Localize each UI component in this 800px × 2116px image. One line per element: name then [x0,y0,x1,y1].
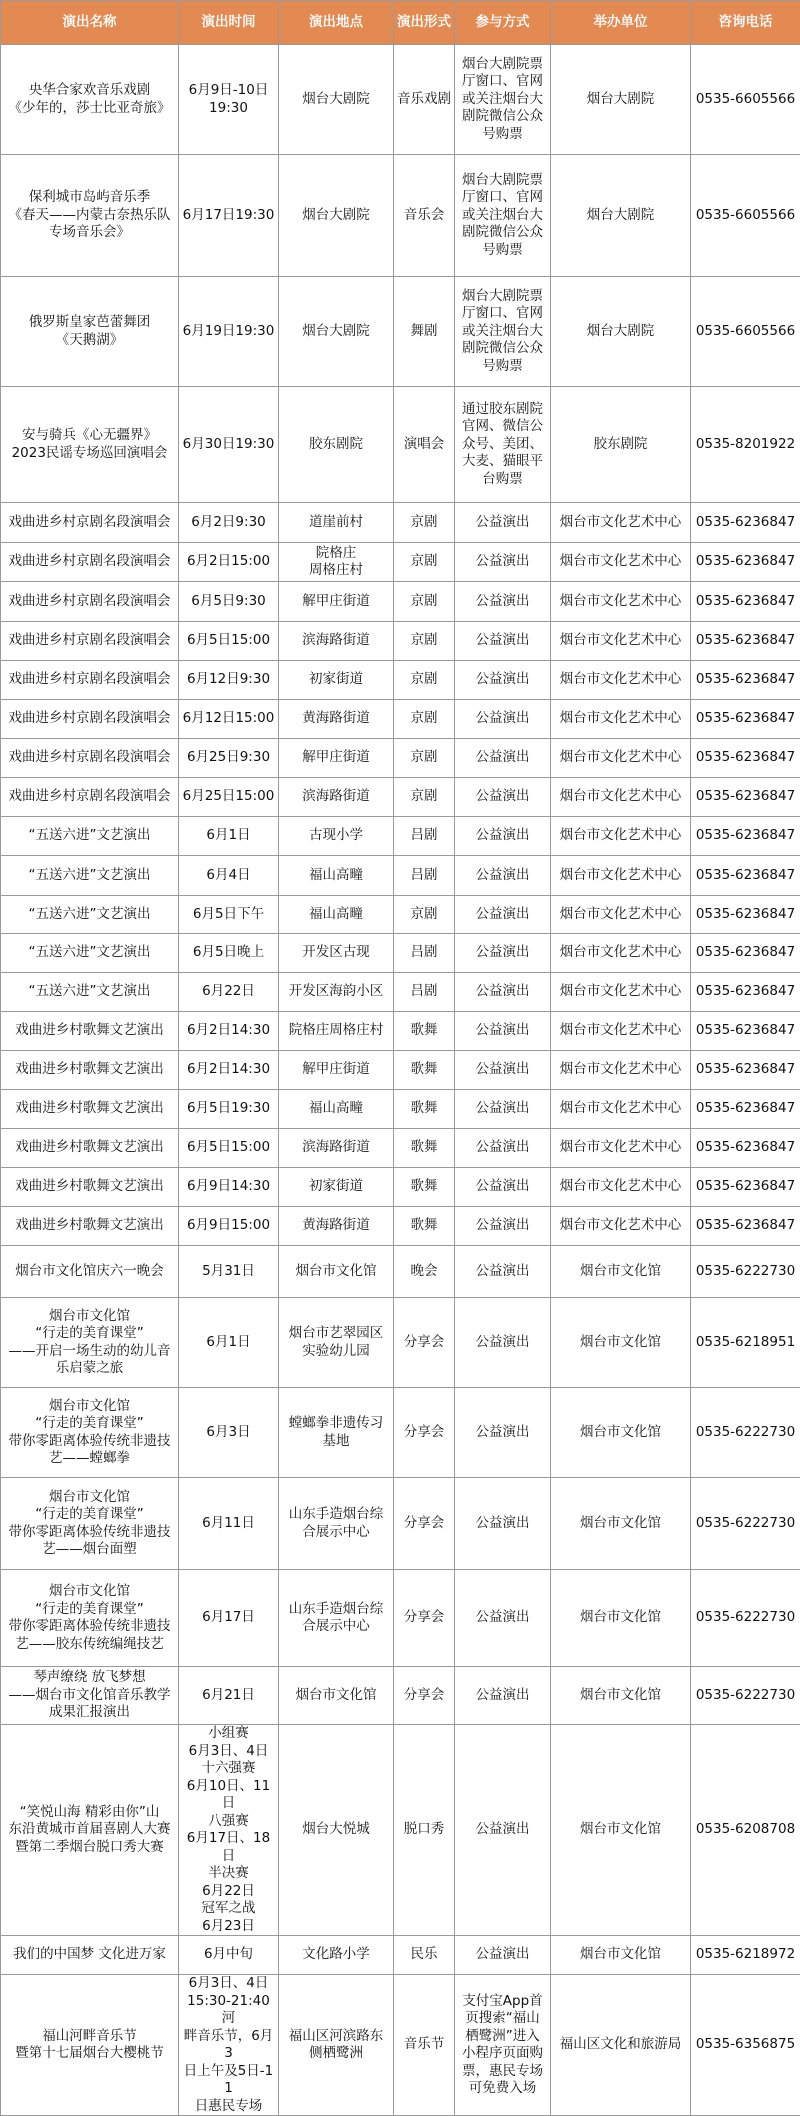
table-row [1,1936,800,1975]
event-phone-cell: 0535-6236847 [691,543,800,582]
event-phone-cell: 0535-6218972 [691,1936,800,1975]
event-place-cell: 烟台市艺翠园区 实验幼儿园 [279,1298,394,1388]
event-phone-cell: 0535-6222730 [691,1478,800,1570]
event-time-cell: 6月9日-10日 19:30 [179,45,279,155]
table-row [1,1168,800,1207]
table-row [1,1051,800,1090]
event-phone-cell: 0535-6236847 [691,739,800,778]
event-phone-cell: 0535-6236847 [691,934,800,973]
event-time-cell: 6月5日晚上 [179,934,279,973]
table-row [1,503,800,543]
event-way-cell: 公益演出 [455,1129,551,1168]
event-org-cell: 烟台市文化艺术中心 [551,1051,691,1090]
event-time-cell: 6月3日、4日 15:30-21:40河 畔音乐节，6月3 日上午及5日-11 日惠民专场 [179,1975,279,2116]
event-way-cell: 公益演出 [455,817,551,856]
event-place-cell: 黄海路街道 [279,1207,394,1246]
event-org-cell: 烟台市文化艺术中心 [551,582,691,622]
event-place-cell: 解甲庄街道 [279,1051,394,1090]
event-form-cell: 歌舞 [394,1051,455,1090]
event-name-cell: 戏曲进乡村京剧名段演唱会 [1,661,179,700]
event-name-cell: “笑悦山海 精彩由你”山 东沿黄城市首届喜剧人大赛 暨第二季烟台脱口秀大赛 [1,1725,179,1936]
event-time-cell: 6月2日15:00 [179,543,279,582]
event-org-cell: 烟台市文化艺术中心 [551,503,691,543]
event-way-cell: 公益演出 [455,1207,551,1246]
event-form-cell: 分享会 [394,1570,455,1667]
event-way-cell: 公益演出 [455,1667,551,1725]
event-phone-cell: 0535-6236847 [691,1090,800,1129]
event-org-cell: 烟台市文化艺术中心 [551,934,691,973]
event-way-cell: 公益演出 [455,503,551,543]
table-row [1,817,800,856]
header-place: 演出地点 [279,1,394,45]
event-place-cell: 山东手造烟台综 合展示中心 [279,1478,394,1570]
event-org-cell: 烟台市文化馆 [551,1246,691,1298]
event-place-cell: 滨海路街道 [279,622,394,661]
event-org-cell: 烟台市文化艺术中心 [551,543,691,582]
event-name-cell: “五送六进”文艺演出 [1,934,179,973]
event-org-cell: 烟台市文化艺术中心 [551,622,691,661]
event-way-cell: 公益演出 [455,661,551,700]
event-way-cell: 公益演出 [455,1246,551,1298]
event-place-cell: 烟台市文化馆 [279,1667,394,1725]
event-name-cell: 戏曲进乡村京剧名段演唱会 [1,700,179,739]
event-form-cell: 京剧 [394,778,455,817]
event-name-cell: 戏曲进乡村歌舞文艺演出 [1,1090,179,1129]
event-org-cell: 烟台市文化艺术中心 [551,1090,691,1129]
event-name-cell: 我们的中国梦 文化进万家 [1,1936,179,1975]
event-name-cell: 戏曲进乡村歌舞文艺演出 [1,1012,179,1051]
header-org: 举办单位 [551,1,691,45]
event-time-cell: 6月9日15:00 [179,1207,279,1246]
event-name-cell: 烟台市文化馆庆六一晚会 [1,1246,179,1298]
event-name-cell: 戏曲进乡村京剧名段演唱会 [1,622,179,661]
event-form-cell: 京剧 [394,503,455,543]
event-time-cell: 6月21日 [179,1667,279,1725]
event-phone-cell: 0535-6605566 [691,45,800,155]
table-row [1,582,800,622]
event-way-cell: 公益演出 [455,582,551,622]
event-org-cell: 烟台市文化馆 [551,1725,691,1936]
header-time: 演出时间 [179,1,279,45]
event-phone-cell: 0535-6236847 [691,1129,800,1168]
event-phone-cell: 0535-6236847 [691,1012,800,1051]
event-org-cell: 烟台大剧院 [551,277,691,387]
event-phone-cell: 0535-6236847 [691,896,800,934]
event-form-cell: 脱口秀 [394,1725,455,1936]
event-place-cell: 文化路小学 [279,1936,394,1975]
event-way-cell: 公益演出 [455,1298,551,1388]
table-row [1,856,800,896]
event-phone-cell: 0535-6236847 [691,1168,800,1207]
table-row [1,1207,800,1246]
event-place-cell: 滨海路街道 [279,778,394,817]
table-row [1,661,800,700]
event-way-cell: 公益演出 [455,934,551,973]
event-name-cell: 烟台市文化馆 “行走的美育课堂” ——开启一场生动的幼儿音 乐启蒙之旅 [1,1298,179,1388]
event-form-cell: 京剧 [394,582,455,622]
event-time-cell: 6月2日9:30 [179,503,279,543]
event-form-cell: 吕剧 [394,973,455,1012]
event-place-cell: 开发区海韵小区 [279,973,394,1012]
table-row [1,1975,800,2116]
event-place-cell: 初家街道 [279,1168,394,1207]
event-org-cell: 烟台市文化馆 [551,1667,691,1725]
event-name-cell: 戏曲进乡村歌舞文艺演出 [1,1168,179,1207]
event-name-cell: 戏曲进乡村歌舞文艺演出 [1,1129,179,1168]
event-way-cell: 公益演出 [455,1478,551,1570]
event-time-cell: 6月9日14:30 [179,1168,279,1207]
event-time-cell: 6月22日 [179,973,279,1012]
event-place-cell: 解甲庄街道 [279,582,394,622]
event-time-cell: 6月2日14:30 [179,1012,279,1051]
event-time-cell: 6月2日14:30 [179,1051,279,1090]
event-phone-cell: 0535-6605566 [691,277,800,387]
event-time-cell: 6月1日 [179,1298,279,1388]
table-row [1,277,800,387]
event-name-cell: “五送六进”文艺演出 [1,817,179,856]
event-time-cell: 6月25日15:00 [179,778,279,817]
event-org-cell: 烟台市文化艺术中心 [551,1207,691,1246]
event-org-cell: 烟台市文化馆 [551,1936,691,1975]
event-time-cell: 6月3日 [179,1388,279,1478]
event-org-cell: 烟台市文化馆 [551,1298,691,1388]
event-form-cell: 民乐 [394,1936,455,1975]
event-place-cell: 福山高疃 [279,856,394,896]
event-org-cell: 烟台市文化艺术中心 [551,896,691,934]
event-name-cell: 戏曲进乡村京剧名段演唱会 [1,543,179,582]
event-name-cell: 烟台市文化馆 “行走的美育课堂” 带你零距离体验传统非遗技 艺——烟台面塑 [1,1478,179,1570]
event-phone-cell: 0535-6236847 [691,1051,800,1090]
event-phone-cell: 0535-6222730 [691,1570,800,1667]
event-org-cell: 烟台市文化艺术中心 [551,856,691,896]
event-way-cell: 通过胶东剧院 官网、微信公 众号、美团、 大麦、猫眼平 台购票 [455,387,551,503]
event-place-cell: 烟台市文化馆 [279,1246,394,1298]
event-way-cell: 公益演出 [455,1570,551,1667]
event-name-cell: 烟台市文化馆 “行走的美育课堂” 带你零距离体验传统非遗技 艺——胶东传统编绳技艺 [1,1570,179,1667]
event-form-cell: 吕剧 [394,817,455,856]
event-form-cell: 京剧 [394,700,455,739]
event-time-cell: 6月5日15:00 [179,1129,279,1168]
event-form-cell: 京剧 [394,739,455,778]
event-org-cell: 烟台市文化艺术中心 [551,700,691,739]
event-time-cell: 6月5日19:30 [179,1090,279,1129]
event-form-cell: 音乐戏剧 [394,45,455,155]
table-row [1,155,800,277]
event-org-cell: 烟台市文化馆 [551,1570,691,1667]
event-way-cell: 公益演出 [455,973,551,1012]
event-place-cell: 古现小学 [279,817,394,856]
event-time-cell: 6月5日9:30 [179,582,279,622]
event-form-cell: 分享会 [394,1388,455,1478]
event-time-cell: 6月5日15:00 [179,622,279,661]
event-form-cell: 音乐节 [394,1975,455,2116]
event-org-cell: 烟台大剧院 [551,45,691,155]
event-phone-cell: 0535-6356875 [691,1975,800,2116]
event-org-cell: 烟台市文化馆 [551,1478,691,1570]
event-org-cell: 胶东剧院 [551,387,691,503]
table-row [1,1090,800,1129]
event-form-cell: 京剧 [394,622,455,661]
event-place-cell: 烟台大剧院 [279,277,394,387]
event-form-cell: 歌舞 [394,1168,455,1207]
event-phone-cell: 0535-6236847 [691,778,800,817]
header-form: 演出形式 [394,1,455,45]
event-form-cell: 歌舞 [394,1129,455,1168]
event-name-cell: 保利城市岛屿音乐季 《春天——内蒙古奈热乐队 专场音乐会》 [1,155,179,277]
header-phone: 咨询电话 [691,1,800,45]
event-place-cell: 烟台大剧院 [279,155,394,277]
event-phone-cell: 0535-8201922 [691,387,800,503]
event-way-cell: 公益演出 [455,856,551,896]
event-phone-cell: 0535-6222730 [691,1667,800,1725]
event-form-cell: 吕剧 [394,856,455,896]
event-way-cell: 公益演出 [455,1388,551,1478]
event-place-cell: 福山区河滨路东 侧栖鹭洲 [279,1975,394,2116]
table-row [1,1129,800,1168]
event-org-cell: 烟台市文化艺术中心 [551,1129,691,1168]
header-way: 参与方式 [455,1,551,45]
event-place-cell: 初家街道 [279,661,394,700]
event-time-cell: 6月中旬 [179,1936,279,1975]
event-phone-cell: 0535-6236847 [691,1207,800,1246]
event-way-cell: 烟台大剧院票 厅窗口、官网 或关注烟台大 剧院微信公众 号购票 [455,45,551,155]
event-time-cell: 6月5日下午 [179,896,279,934]
event-org-cell: 烟台市文化艺术中心 [551,973,691,1012]
event-way-cell: 公益演出 [455,778,551,817]
event-name-cell: 戏曲进乡村京剧名段演唱会 [1,778,179,817]
event-phone-cell: 0535-6605566 [691,155,800,277]
event-org-cell: 烟台市文化艺术中心 [551,1012,691,1051]
event-way-cell: 公益演出 [455,543,551,582]
event-time-cell: 6月12日15:00 [179,700,279,739]
event-phone-cell: 0535-6222730 [691,1246,800,1298]
event-place-cell: 山东手造烟台综 合展示中心 [279,1570,394,1667]
event-name-cell: “五送六进”文艺演出 [1,896,179,934]
event-phone-cell: 0535-6222730 [691,1388,800,1478]
event-org-cell: 烟台市文化艺术中心 [551,1168,691,1207]
event-name-cell: 福山河畔音乐节 暨第十七届烟台大樱桃节 [1,1975,179,2116]
event-name-cell: 烟台市文化馆 “行走的美育课堂” 带你零距离体验传统非遗技 艺——螳螂拳 [1,1388,179,1478]
header-name: 演出名称 [1,1,179,45]
event-name-cell: 琴声缭绕 放飞梦想 ——烟台市文化馆音乐教学 成果汇报演出 [1,1667,179,1725]
table-row [1,896,800,934]
table-row [1,543,800,582]
event-org-cell: 福山区文化和旅游局 [551,1975,691,2116]
event-time-cell: 5月31日 [179,1246,279,1298]
event-name-cell: 戏曲进乡村歌舞文艺演出 [1,1051,179,1090]
event-form-cell: 歌舞 [394,1090,455,1129]
table-row [1,1570,800,1667]
event-name-cell: 央华合家欢音乐戏剧 《少年的，莎士比亚奇旅》 [1,45,179,155]
event-place-cell: 烟台大悦城 [279,1725,394,1936]
event-org-cell: 烟台大剧院 [551,155,691,277]
event-phone-cell: 0535-6236847 [691,817,800,856]
table-row [1,387,800,503]
event-org-cell: 烟台市文化艺术中心 [551,739,691,778]
table-row [1,45,800,155]
event-way-cell: 公益演出 [455,739,551,778]
event-way-cell: 公益演出 [455,1012,551,1051]
event-form-cell: 吕剧 [394,934,455,973]
table-row [1,778,800,817]
event-name-cell: “五送六进”文艺演出 [1,973,179,1012]
table-row [1,973,800,1012]
event-time-cell: 6月17日 [179,1570,279,1667]
event-phone-cell: 0535-6236847 [691,582,800,622]
event-phone-cell: 0535-6236847 [691,661,800,700]
event-name-cell: 戏曲进乡村歌舞文艺演出 [1,1207,179,1246]
event-name-cell: 戏曲进乡村京剧名段演唱会 [1,739,179,778]
event-way-cell: 公益演出 [455,1168,551,1207]
table-body [1,45,800,2116]
table-row [1,1667,800,1725]
event-phone-cell: 0535-6236847 [691,700,800,739]
event-time-cell: 6月1日 [179,817,279,856]
event-form-cell: 歌舞 [394,1012,455,1051]
event-way-cell: 公益演出 [455,1936,551,1975]
event-org-cell: 烟台市文化艺术中心 [551,661,691,700]
event-way-cell: 烟台大剧院票 厅窗口、官网 或关注烟台大 剧院微信公众 号购票 [455,277,551,387]
event-place-cell: 院格庄周格庄村 [279,1012,394,1051]
event-way-cell: 公益演出 [455,1725,551,1936]
event-name-cell: 戏曲进乡村京剧名段演唱会 [1,503,179,543]
event-place-cell: 滨海路街道 [279,1129,394,1168]
table-row [1,934,800,973]
event-time-cell: 6月30日19:30 [179,387,279,503]
event-form-cell: 京剧 [394,661,455,700]
table-row [1,622,800,661]
event-form-cell: 分享会 [394,1298,455,1388]
event-form-cell: 舞剧 [394,277,455,387]
event-place-cell: 烟台大剧院 [279,45,394,155]
table-row [1,1298,800,1388]
event-way-cell: 公益演出 [455,622,551,661]
event-phone-cell: 0535-6236847 [691,856,800,896]
table-row [1,700,800,739]
event-org-cell: 烟台市文化馆 [551,1388,691,1478]
event-way-cell: 公益演出 [455,700,551,739]
event-place-cell: 福山高疃 [279,1090,394,1129]
table-row [1,1246,800,1298]
table-row [1,739,800,778]
event-name-cell: “五送六进”文艺演出 [1,856,179,896]
event-form-cell: 京剧 [394,896,455,934]
event-name-cell: 戏曲进乡村京剧名段演唱会 [1,582,179,622]
event-way-cell: 公益演出 [455,896,551,934]
event-place-cell: 螳螂拳非遗传习 基地 [279,1388,394,1478]
event-org-cell: 烟台市文化艺术中心 [551,817,691,856]
event-phone-cell: 0535-6208708 [691,1725,800,1936]
event-place-cell: 解甲庄街道 [279,739,394,778]
event-form-cell: 演唱会 [394,387,455,503]
event-way-cell: 公益演出 [455,1051,551,1090]
event-name-cell: 安与骑兵《心无疆界》 2023民谣专场巡回演唱会 [1,387,179,503]
event-place-cell: 福山高疃 [279,896,394,934]
event-way-cell: 公益演出 [455,1090,551,1129]
event-way-cell: 烟台大剧院票 厅窗口、官网 或关注烟台大 剧院微信公众 号购票 [455,155,551,277]
event-time-cell: 6月17日19:30 [179,155,279,277]
event-name-cell: 俄罗斯皇家芭蕾舞团 《天鹅湖》 [1,277,179,387]
event-place-cell: 胶东剧院 [279,387,394,503]
table-row [1,1388,800,1478]
event-time-cell: 6月12日9:30 [179,661,279,700]
event-time-cell: 6月4日 [179,856,279,896]
event-form-cell: 分享会 [394,1667,455,1725]
event-form-cell: 分享会 [394,1478,455,1570]
event-phone-cell: 0535-6236847 [691,503,800,543]
table-row [1,1725,800,1936]
event-phone-cell: 0535-6218951 [691,1298,800,1388]
event-time-cell: 6月11日 [179,1478,279,1570]
event-way-cell: 支付宝App首 页搜索“福山 栖鹭洲”进入 小程序页面购 票，惠民专场 可免费入场 [455,1975,551,2116]
event-phone-cell: 0535-6236847 [691,973,800,1012]
event-phone-cell: 0535-6236847 [691,622,800,661]
event-place-cell: 道崖前村 [279,503,394,543]
event-place-cell: 院格庄 周格庄村 [279,543,394,582]
event-org-cell: 烟台市文化艺术中心 [551,778,691,817]
table-row [1,1478,800,1570]
event-time-cell: 6月19日19:30 [179,277,279,387]
event-form-cell: 京剧 [394,543,455,582]
event-form-cell: 歌舞 [394,1207,455,1246]
event-form-cell: 晚会 [394,1246,455,1298]
event-place-cell: 黄海路街道 [279,700,394,739]
event-time-cell: 6月25日9:30 [179,739,279,778]
event-form-cell: 音乐会 [394,155,455,277]
event-place-cell: 开发区古现 [279,934,394,973]
event-time-cell: 小组赛 6月3日、4日 十六强赛 6月10日、11日 八强赛 6月17日、18日 半决赛 6月22日 冠军之战 6月23日 [179,1725,279,1936]
table-row [1,1012,800,1051]
table-header-row [1,1,800,45]
